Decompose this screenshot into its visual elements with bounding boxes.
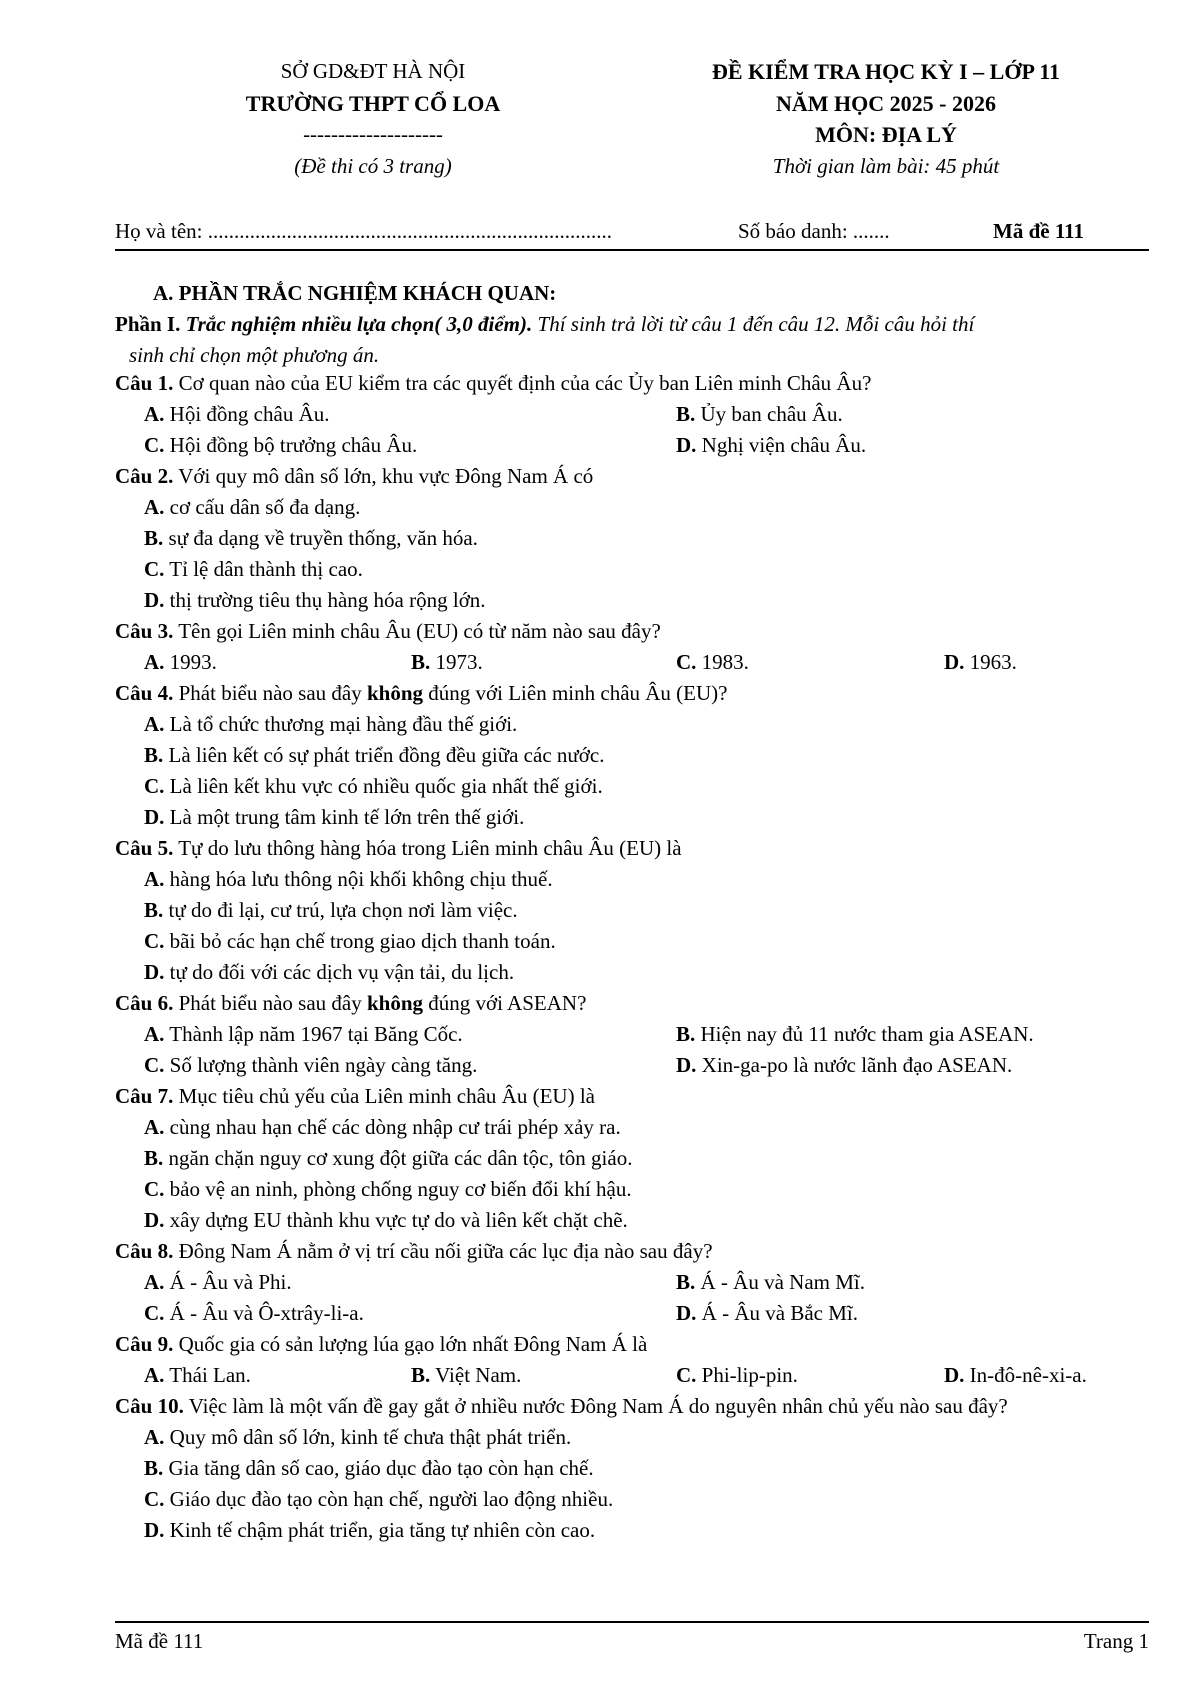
option-row <box>115 1112 1155 1143</box>
question-label: Câu 1. <box>115 371 174 395</box>
question-stem <box>115 461 1155 492</box>
question-text: Tên gọi Liên minh châu Âu (EU) có từ năm nào sau đây? <box>173 619 661 643</box>
option-row <box>115 492 1155 523</box>
answer-option <box>676 1050 1012 1081</box>
question-stem <box>115 1236 1155 1267</box>
answer-option <box>144 1484 613 1515</box>
option-letter: D. <box>144 1208 165 1232</box>
answer-option <box>144 554 363 585</box>
option-text: Là một trung tâm kinh tế lớn trên thế giới. <box>164 805 525 829</box>
option-letter: B. <box>144 1146 164 1170</box>
answer-option <box>676 1298 858 1329</box>
question-text: Cơ quan nào của EU kiểm tra các quyết định của các Ủy ban Liên minh Châu Âu? <box>173 371 872 395</box>
answer-option <box>944 647 1017 678</box>
candidate-id-field: Số báo danh: ....... <box>738 219 890 243</box>
question-text-end: đúng với Liên minh châu Âu (EU)? <box>423 681 728 705</box>
answer-option <box>676 1267 865 1298</box>
option-text: 1983. <box>696 650 749 674</box>
option-row <box>115 802 1155 833</box>
option-letter: A. <box>144 402 165 426</box>
option-text: bảo vệ an ninh, phòng chống nguy cơ biến đổi khí hậu. <box>164 1177 632 1201</box>
header-divider: -------------------- <box>303 122 443 146</box>
option-letter: D. <box>144 805 165 829</box>
question <box>115 1236 1155 1329</box>
option-letter: C. <box>144 929 165 953</box>
option-letter: C. <box>144 557 165 581</box>
answer-option <box>144 771 603 802</box>
question-stem <box>115 1391 1155 1422</box>
option-letter: B. <box>144 743 164 767</box>
option-row <box>115 895 1155 926</box>
answer-option <box>144 399 329 430</box>
option-text: thị trường tiêu thụ hàng hóa rộng lớn. <box>164 588 486 612</box>
option-row <box>115 1205 1155 1236</box>
answer-option <box>144 1050 477 1081</box>
option-row <box>115 864 1155 895</box>
exam-code: Mã đề 111 <box>993 219 1085 243</box>
answer-option <box>676 1019 1034 1050</box>
duration: Thời gian làm bài: 45 phút <box>772 153 1000 178</box>
section-title: A. PHẦN TRẮC NGHIỆM KHÁCH QUAN: <box>153 281 557 305</box>
question-emphasis: không <box>366 991 424 1015</box>
answer-option <box>676 399 843 430</box>
option-text: Hiện nay đủ 11 nước tham gia ASEAN. <box>695 1022 1034 1046</box>
option-letter: B. <box>676 1022 696 1046</box>
option-text: tự do đi lại, cư trú, lựa chọn nơi làm việc. <box>163 898 518 922</box>
option-row <box>115 709 1155 740</box>
answer-option <box>144 1360 251 1391</box>
header-divider-line <box>115 249 1149 251</box>
option-letter: D. <box>676 433 697 457</box>
question-stem <box>115 678 1155 709</box>
option-text: Nghị viện châu Âu. <box>696 433 867 457</box>
option-letter: C. <box>144 1177 165 1201</box>
option-text: Tỉ lệ dân thành thị cao. <box>164 557 363 581</box>
option-row <box>115 430 1155 461</box>
option-letter: D. <box>144 960 165 984</box>
option-letter: C. <box>144 774 165 798</box>
option-letter: D. <box>676 1053 697 1077</box>
question <box>115 461 1155 616</box>
question-text-end: đúng với ASEAN? <box>423 991 587 1015</box>
answer-option <box>144 802 524 833</box>
option-text: Số lượng thành viên ngày càng tăng. <box>164 1053 478 1077</box>
part-one-instruction-cont: sinh chỉ chọn một phương án. <box>129 343 380 367</box>
option-text: Việt Nam. <box>430 1363 522 1387</box>
option-text: Thành lập năm 1967 tại Băng Cốc. <box>164 1022 463 1046</box>
option-row <box>115 1422 1155 1453</box>
option-text: Thái Lan. <box>164 1363 251 1387</box>
option-row <box>115 554 1155 585</box>
option-text: hàng hóa lưu thông nội khối không chịu thuế. <box>164 867 553 891</box>
option-letter: A. <box>144 495 165 519</box>
option-text: cơ cấu dân số đa dạng. <box>164 495 361 519</box>
option-row <box>115 1050 1155 1081</box>
answer-option <box>144 957 514 988</box>
option-letter: C. <box>144 1487 165 1511</box>
header-left <box>173 56 573 182</box>
school-name: TRƯỜNG THPT CỔ LOA <box>245 90 501 116</box>
answer-option <box>144 1112 621 1143</box>
option-letter: B. <box>144 898 164 922</box>
answer-option <box>144 1422 571 1453</box>
option-text: Phi-lip-pin. <box>696 1363 798 1387</box>
answer-option <box>144 1453 594 1484</box>
option-row <box>115 523 1155 554</box>
option-row <box>115 1360 1155 1391</box>
option-letter: A. <box>144 1363 165 1387</box>
question <box>115 678 1155 833</box>
question-stem <box>115 1329 1155 1360</box>
answer-option <box>144 1298 364 1329</box>
option-text: Là tổ chức thương mại hàng đầu thế giới. <box>164 712 518 736</box>
option-letter: B. <box>676 402 696 426</box>
question-label: Câu 6. <box>115 991 174 1015</box>
option-letter: D. <box>944 650 965 674</box>
option-text: sự đa dạng về truyền thống, văn hóa. <box>163 526 478 550</box>
question-text: Mục tiêu chủ yếu của Liên minh châu Âu (EU) là <box>173 1084 595 1108</box>
option-row <box>115 1515 1155 1546</box>
answer-option <box>144 740 604 771</box>
option-text: In-đô-nê-xi-a. <box>964 1363 1087 1387</box>
question-text: Tự do lưu thông hàng hóa trong Liên minh châu Âu (EU) là <box>173 836 682 860</box>
answer-option <box>944 1360 1087 1391</box>
question-label: Câu 7. <box>115 1084 174 1108</box>
option-letter: A. <box>144 650 165 674</box>
footer-exam-code: Mã đề 111 <box>115 1629 204 1653</box>
option-text: Á - Âu và Phi. <box>164 1270 292 1294</box>
option-text: Là liên kết có sự phát triển đồng đều giữa các nước. <box>163 743 605 767</box>
option-row <box>115 399 1155 430</box>
option-text: xây dựng EU thành khu vực tự do và liên kết chặt chẽ. <box>164 1208 628 1232</box>
question <box>115 1329 1155 1391</box>
question-text: Việc làm là một vấn đề gay gắt ở nhiều nước Đông Nam Á do nguyên nhân chủ yếu nào sau đây? <box>183 1394 1008 1418</box>
question-text: Đông Nam Á nằm ở vị trí cầu nối giữa các lục địa nào sau đây? <box>173 1239 713 1263</box>
question-label: Câu 2. <box>115 464 174 488</box>
answer-option <box>676 647 749 678</box>
option-text: Á - Âu và Ô-xtrây-li-a. <box>164 1301 364 1325</box>
option-letter: A. <box>144 1270 165 1294</box>
option-row <box>115 926 1155 957</box>
part-one-instruction: Thí sinh trả lời từ câu 1 đến câu 12. Mỗi câu hỏi thí <box>532 312 975 336</box>
question-label: Câu 3. <box>115 619 174 643</box>
question-stem <box>115 1081 1155 1112</box>
answer-option <box>144 1515 595 1546</box>
answer-option <box>144 585 486 616</box>
option-row <box>115 740 1155 771</box>
question-emphasis: không <box>366 681 424 705</box>
option-row <box>115 1174 1155 1205</box>
question <box>115 616 1155 678</box>
part-one-label: Phần I. <box>115 312 181 336</box>
question-text: Phát biểu nào sau đây <box>173 991 367 1015</box>
option-text: Quy mô dân số lớn, kinh tế chưa thật phát triển. <box>164 1425 572 1449</box>
option-text: Xin-ga-po là nước lãnh đạo ASEAN. <box>696 1053 1013 1077</box>
part-one-title: Trắc nghiệm nhiều lựa chọn( 3,0 điểm). <box>185 312 533 336</box>
question-text: Với quy mô dân số lớn, khu vực Đông Nam Á có <box>173 464 594 488</box>
school-year: NĂM HỌC 2025 - 2026 <box>776 90 996 116</box>
option-letter: A. <box>144 1022 165 1046</box>
candidate-name-field: Họ và tên: ............................................................................. <box>115 219 612 243</box>
answer-option <box>411 1360 521 1391</box>
question <box>115 1391 1155 1546</box>
question-label: Câu 10. <box>115 1394 184 1418</box>
option-letter: C. <box>144 433 165 457</box>
option-text: Là liên kết khu vực có nhiều quốc gia nhất thế giới. <box>164 774 603 798</box>
option-text: Á - Âu và Nam Mĩ. <box>695 1270 865 1294</box>
question <box>115 368 1155 461</box>
option-row <box>115 1267 1155 1298</box>
department-name: SỞ GD&ĐT HÀ NỘI <box>280 59 466 83</box>
answer-option <box>144 1143 632 1174</box>
option-letter: D. <box>144 588 165 612</box>
header-right <box>676 56 1096 182</box>
option-text: 1963. <box>964 650 1017 674</box>
question <box>115 833 1155 988</box>
option-letter: D. <box>944 1363 965 1387</box>
option-letter: C. <box>676 1363 697 1387</box>
option-letter: D. <box>144 1518 165 1542</box>
option-text: Á - Âu và Bắc Mĩ. <box>696 1301 858 1325</box>
answer-option <box>144 430 417 461</box>
option-letter: A. <box>144 1115 165 1139</box>
option-letter: C. <box>676 650 697 674</box>
option-letter: A. <box>144 867 165 891</box>
question-stem <box>115 616 1155 647</box>
answer-option <box>144 709 517 740</box>
question <box>115 1081 1155 1236</box>
answer-option <box>676 430 866 461</box>
option-row <box>115 1453 1155 1484</box>
question-text: Quốc gia có sản lượng lúa gạo lớn nhất Đông Nam Á là <box>173 1332 648 1356</box>
option-text: bãi bỏ các hạn chế trong giao dịch thanh toán. <box>164 929 556 953</box>
option-row <box>115 1019 1155 1050</box>
question-list <box>115 368 1155 1546</box>
option-row <box>115 1143 1155 1174</box>
option-text: Kinh tế chậm phát triển, gia tăng tự nhiên còn cao. <box>164 1518 596 1542</box>
question-label: Câu 5. <box>115 836 174 860</box>
answer-option <box>144 492 360 523</box>
option-letter: B. <box>144 1456 164 1480</box>
answer-option <box>144 1019 463 1050</box>
answer-option <box>144 523 478 554</box>
question-label: Câu 9. <box>115 1332 174 1356</box>
answer-option <box>144 1174 632 1205</box>
answer-option <box>144 895 518 926</box>
answer-option <box>144 926 556 957</box>
question-stem <box>115 833 1155 864</box>
option-letter: B. <box>676 1270 696 1294</box>
option-letter: D. <box>676 1301 697 1325</box>
option-letter: B. <box>144 526 164 550</box>
answer-option <box>676 1360 798 1391</box>
option-row <box>115 1484 1155 1515</box>
option-letter: C. <box>144 1053 165 1077</box>
option-row <box>115 647 1155 678</box>
option-letter: A. <box>144 1425 165 1449</box>
option-text: 1973. <box>430 650 483 674</box>
option-row <box>115 771 1155 802</box>
option-text: ngăn chặn nguy cơ xung đột giữa các dân tộc, tôn giáo. <box>163 1146 633 1170</box>
option-text: Ủy ban châu Âu. <box>695 402 843 426</box>
exam-title: ĐỀ KIỂM TRA HỌC KỲ I – LỚP 11 <box>712 59 1060 84</box>
option-text: tự do đối với các dịch vụ vận tải, du lịch. <box>164 960 515 984</box>
option-letter: A. <box>144 712 165 736</box>
option-letter: B. <box>411 1363 431 1387</box>
option-text: Hội đồng châu Âu. <box>164 402 330 426</box>
question-stem <box>115 368 1155 399</box>
answer-option <box>144 1267 292 1298</box>
option-row <box>115 1298 1155 1329</box>
option-letter: B. <box>411 650 431 674</box>
answer-option <box>411 647 483 678</box>
option-letter: C. <box>144 1301 165 1325</box>
subject: MÔN: ĐỊA LÝ <box>815 122 957 147</box>
answer-option <box>144 647 217 678</box>
question-label: Câu 8. <box>115 1239 174 1263</box>
option-text: Gia tăng dân số cao, giáo dục đào tạo còn hạn chế. <box>163 1456 594 1480</box>
option-text: Hội đồng bộ trưởng châu Âu. <box>164 433 418 457</box>
question-stem <box>115 988 1155 1019</box>
part-one-instructions <box>115 309 1155 371</box>
answer-option <box>144 1205 628 1236</box>
option-text: 1993. <box>164 650 217 674</box>
question-text: Phát biểu nào sau đây <box>173 681 367 705</box>
option-row <box>115 957 1155 988</box>
pages-note: (Đề thi có 3 trang) <box>294 153 452 178</box>
option-text: cùng nhau hạn chế các dòng nhập cư trái phép xảy ra. <box>164 1115 621 1139</box>
question-label: Câu 4. <box>115 681 174 705</box>
candidate-info <box>115 219 1105 245</box>
option-text: Giáo dục đào tạo còn hạn chế, người lao động nhiều. <box>164 1487 614 1511</box>
question <box>115 988 1155 1081</box>
answer-option <box>144 864 553 895</box>
option-row <box>115 585 1155 616</box>
footer-divider-line <box>115 1621 1149 1623</box>
footer-page-number: Trang 1 <box>1083 1629 1149 1653</box>
